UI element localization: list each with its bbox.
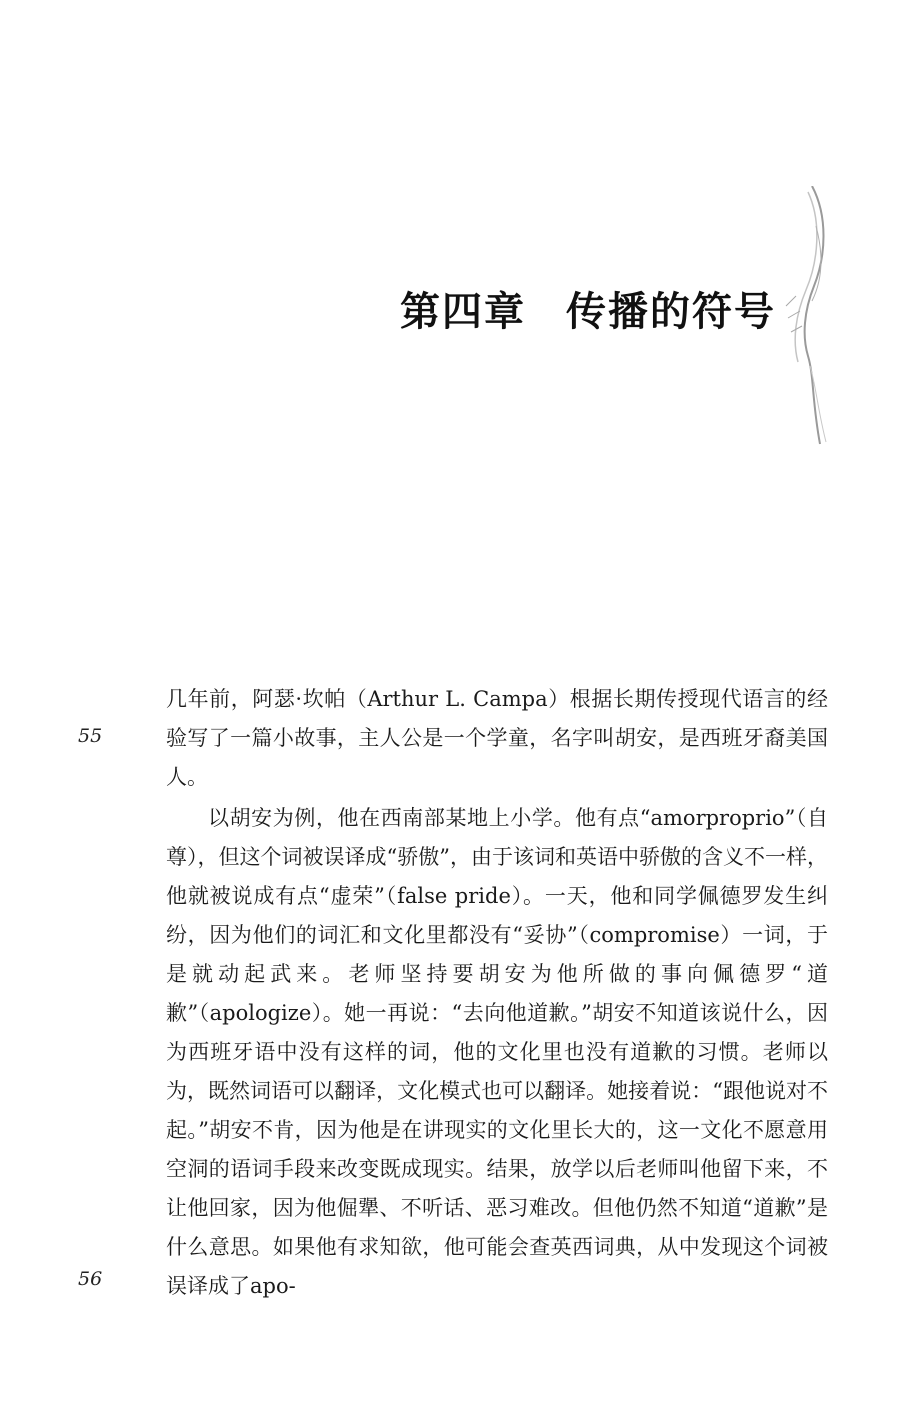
- decorative-flourish-icon: [782, 186, 842, 446]
- chapter-number: 第四章: [400, 289, 526, 335]
- margin-page-number: 56: [78, 1268, 103, 1290]
- paragraph-text: 以胡安为例，他在西南部某地上小学。他有点“amorproprio”（自尊），但这个词被误译成“骄傲”，由于该词和英语中骄傲的含义不一样，他就被说成有点“虚荣”（false pride）。一天，他和同学佩德罗发生纠纷，因为他们的词汇和文化里都没有“妥协”（compromise）一词，于是就动起武来。老师坚持要胡安为他所做的事向佩德罗“道歉”（apologize）。她一再说：“去向他道歉。”胡安不知道该说什么，因为西班牙语中没有这样的词，他的文化里也没有道歉的习惯。老师以为，既然词语可以翻译，文化模式也可以翻译。她接着说：“跟他说对不起。”胡安不肯，因为他是在讲现实的文化里长大的，这一文化不愿意用空洞的语词手段来改变既成现实。结果，放学以后老师叫他留下来，不让他回家，因为他倔犟、不听话、恶习难改。但他仍然不知道“道歉”是什么意思。如果他有求知欲，他可能会查英西词典，从中发现这个词被误译成了apo-: [166, 806, 828, 1298]
- paragraph-text: 几年前，阿瑟·坎帕（Arthur L. Campa）根据长期传授现代语言的经验写了一篇小故事，主人公是一个学童，名字叫胡安，是西班牙裔美国人。: [166, 687, 828, 789]
- chapter-title: 传播的符号: [566, 289, 776, 335]
- chapter-heading: [400, 280, 776, 337]
- margin-page-number: 55: [78, 725, 103, 747]
- paragraph-1: [166, 680, 828, 797]
- paragraph-2: [166, 799, 828, 1306]
